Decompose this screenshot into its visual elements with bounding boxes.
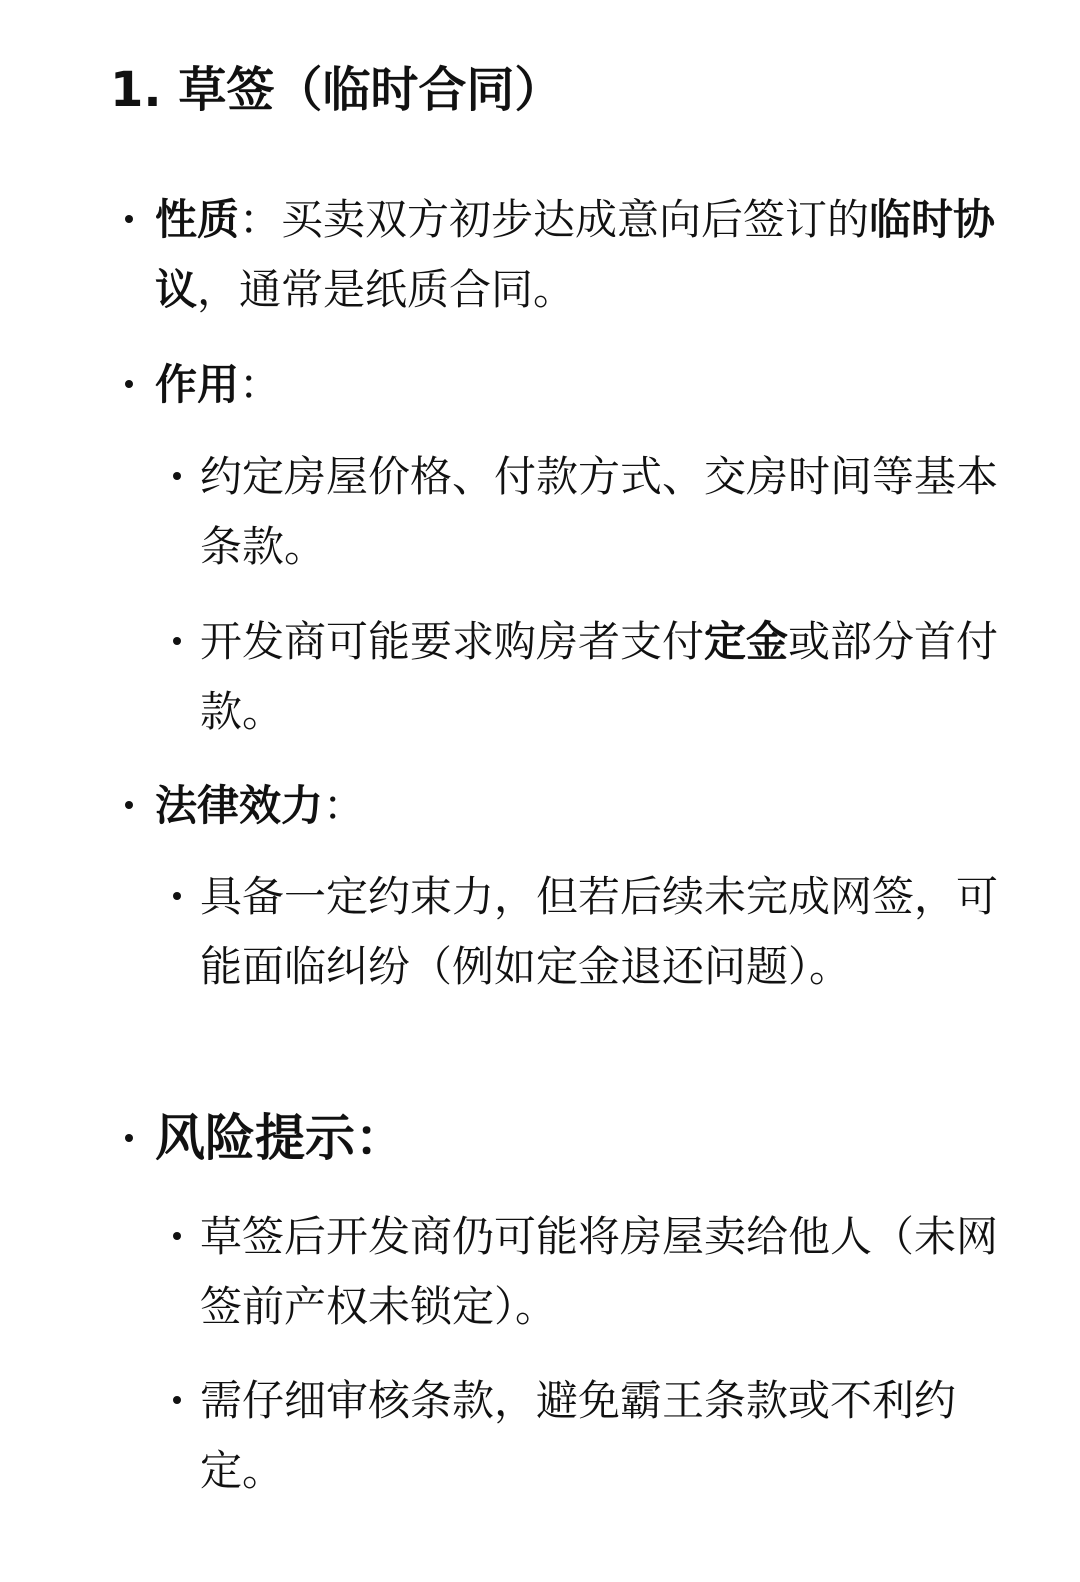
item-colon: ： xyxy=(239,195,282,244)
bullet-dot xyxy=(173,637,181,645)
bullet-dot xyxy=(173,1232,181,1240)
list-item-purpose xyxy=(155,350,1035,420)
sub-item-legal-1 xyxy=(200,862,1020,1002)
item-label: 作用 xyxy=(155,360,240,409)
bullet-dot xyxy=(173,1396,181,1404)
bullet-dot xyxy=(125,380,133,388)
sub-item-text: 具备一定约束力，但若后续未完成网签，可能面临纠纷（例如定金退还问题）。 xyxy=(200,872,999,991)
bullet-dot xyxy=(173,472,181,480)
section-heading: 1. 草签（临时合同） xyxy=(110,62,563,118)
sub-item-text-end: 或部分首付款。 xyxy=(200,617,999,736)
item-text-end: ，通常是纸质合同。 xyxy=(197,265,576,314)
sub-item-text: 草签后开发商仍可能将房屋卖给他人（未网签前产权未锁定）。 xyxy=(200,1212,999,1331)
sub-item-purpose-2 xyxy=(200,607,1020,747)
bullet-dot xyxy=(173,892,181,900)
bullet-dot xyxy=(125,1134,133,1142)
item-colon: ： xyxy=(323,781,366,830)
item-label: 法律效力 xyxy=(155,781,324,830)
item-label: 性质 xyxy=(155,195,240,244)
item-label: 风险提示： xyxy=(155,1109,405,1167)
list-item-legal xyxy=(155,771,1035,841)
sub-item-risk-2 xyxy=(200,1366,1020,1506)
sub-item-risk-1 xyxy=(200,1202,1020,1342)
sub-item-bold-text: 定金 xyxy=(704,617,789,666)
sub-item-text: 开发商可能要求购房者支付 xyxy=(200,617,705,666)
bullet-dot xyxy=(125,215,133,223)
item-colon: ： xyxy=(239,360,282,409)
item-bold-text: 临时协议 xyxy=(155,195,996,314)
item-text: 买卖双方初步达成意向后签订的 xyxy=(281,195,870,244)
bullet-dot xyxy=(125,801,133,809)
sub-item-text: 约定房屋价格、付款方式、交房时间等基本条款。 xyxy=(200,452,999,571)
sub-item-purpose-1 xyxy=(200,442,1020,582)
list-item-risk xyxy=(155,1102,1035,1174)
sub-item-text: 需仔细审核条款，避免霸王条款或不利约定。 xyxy=(200,1376,957,1495)
list-item-nature xyxy=(155,185,1035,325)
